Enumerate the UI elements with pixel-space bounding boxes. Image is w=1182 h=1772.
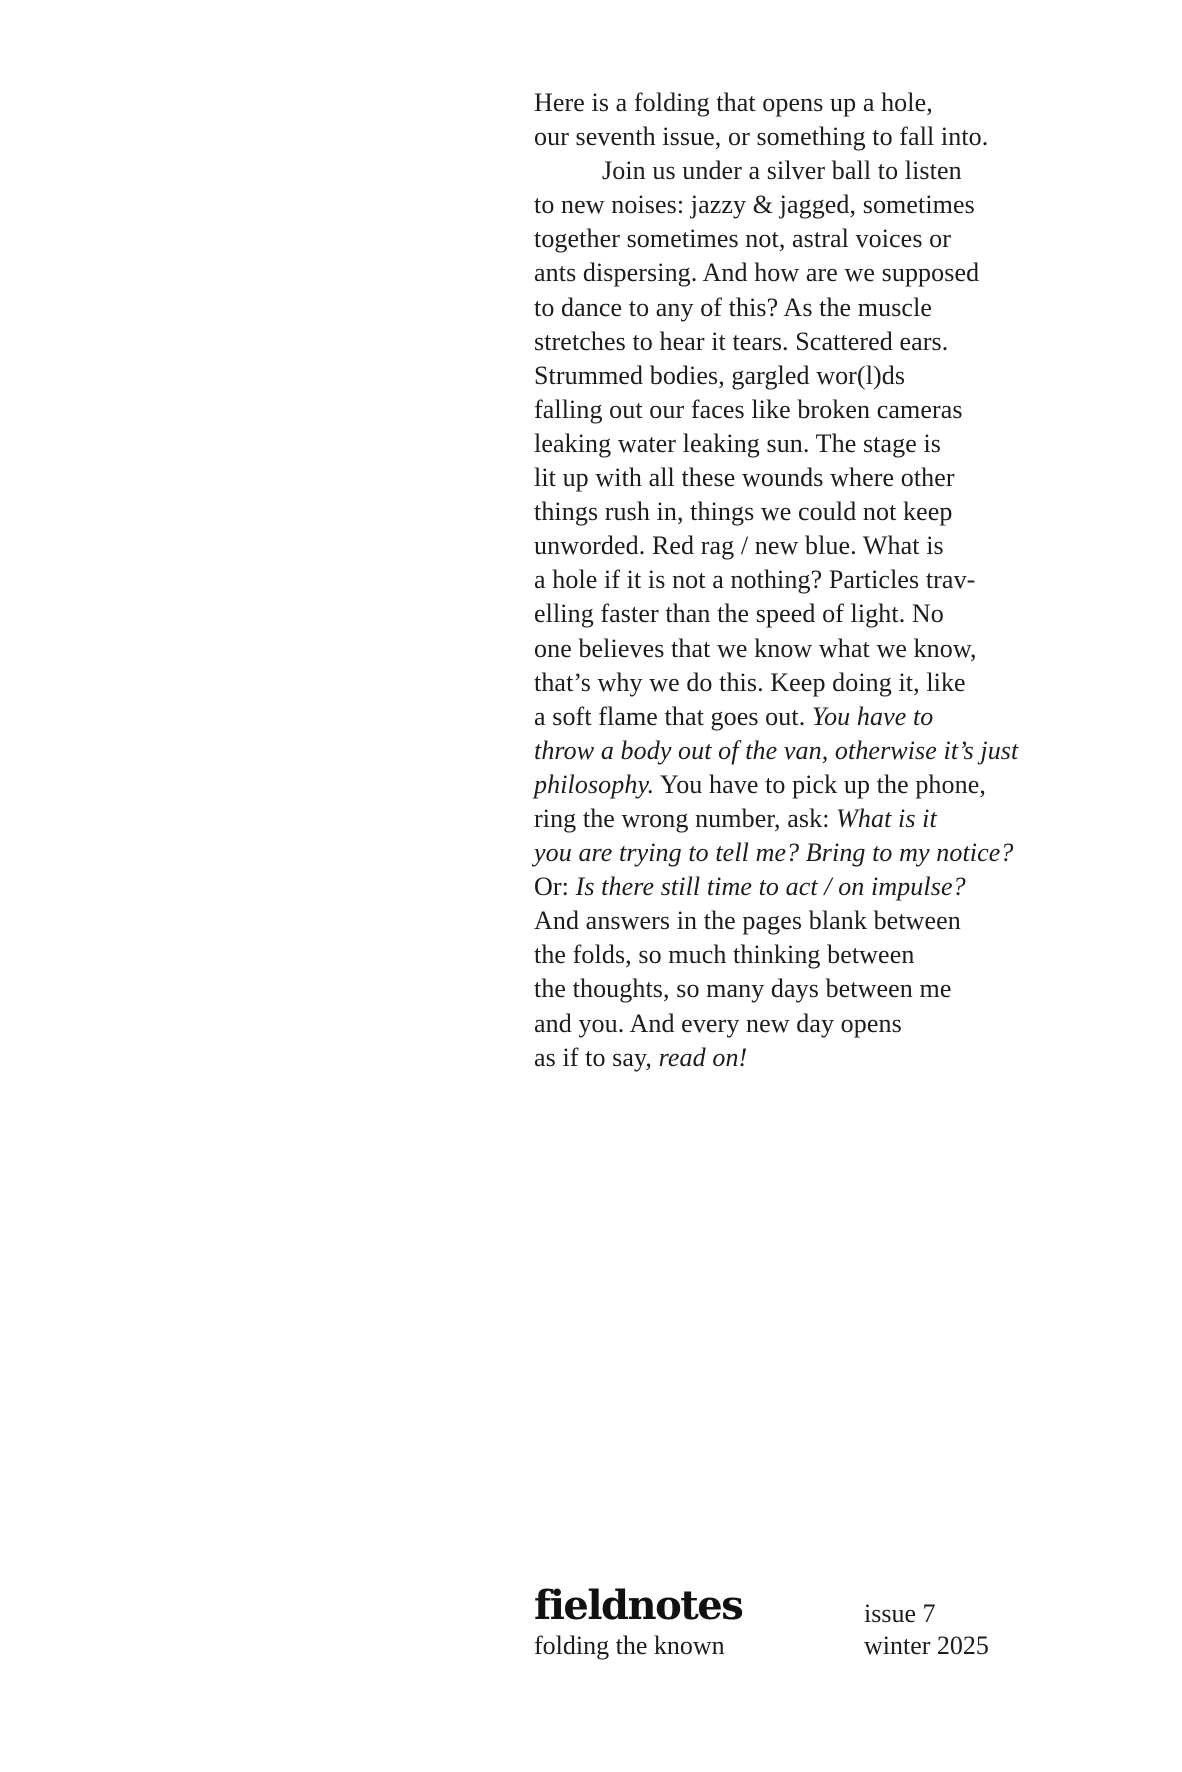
poem-line: Strummed bodies, gargled wor(l)ds [534,360,906,390]
poem-italic-text: philosophy. [534,769,655,799]
poem-line: our seventh issue, or something to fall into. [534,122,989,152]
poem-text: You have to pick up the phone, [659,769,986,799]
poem-line: and you. And every new day opens [534,1008,902,1038]
masthead-logo: fieldnotes [534,1582,743,1629]
poem-line: together sometimes not, astral voices or [534,224,952,254]
poem-line: ants dispersing. And how are we supposed [534,258,980,288]
poem-line [534,700,1094,734]
poem-line [534,768,1094,802]
poem-line [534,870,1094,904]
colophon [534,1582,1094,1702]
tagline: folding the known [534,1631,725,1660]
poem-line: that’s why we do this. Keep doing it, like [534,667,966,697]
poem-line: elling faster than the speed of light. No [534,599,944,629]
poem-line: throw a body out of the van, otherwise it’s just [534,735,1019,765]
poem-italic-text: Is there still time to act / on impulse? [575,872,966,902]
poem-line: unworded. Red rag / new blue. What is [534,531,944,561]
poem-line: a hole if it is not a nothing? Particles trav- [534,565,976,595]
poem-text: a soft flame that goes out. [534,701,806,731]
poem-line: Join us under a silver ball to listen [602,156,962,186]
editorial-poem [534,86,1094,1075]
poem-line: falling out our faces like broken cameras [534,394,963,424]
poem-line: lit up with all these wounds where other [534,463,955,493]
poem-text: as if to say, [534,1042,653,1072]
poem-text: Or: [534,872,569,902]
poem-italic-text: You have to [811,701,934,731]
poem-line: the thoughts, so many days between me [534,974,952,1004]
poem-line [534,802,1094,836]
poem-line: leaking water leaking sun. The stage is [534,428,942,458]
poem-text: ring the wrong number, ask: [534,803,830,833]
poem-line: to dance to any of this? As the muscle [534,292,933,322]
poem-line: you are trying to tell me? Bring to my notice? [534,838,1014,868]
poem-line: Here is a folding that opens up a hole, [534,88,933,117]
poem-line [534,1041,1094,1075]
poem-line: to new noises: jazzy & jagged, sometimes [534,190,975,220]
poem-line: stretches to hear it tears. Scattered ears. [534,326,949,356]
poem-line: one believes that we know what we know, [534,633,977,663]
poem-line: And answers in the pages blank between [534,906,961,936]
poem-line: things rush in, things we could not keep [534,497,953,527]
issue-number: issue 7 [864,1599,936,1628]
issue-date: winter 2025 [864,1631,989,1660]
poem-line: the folds, so much thinking between [534,940,915,970]
poem-italic-text: read on! [658,1042,748,1072]
poem-italic-text: What is it [836,803,937,833]
